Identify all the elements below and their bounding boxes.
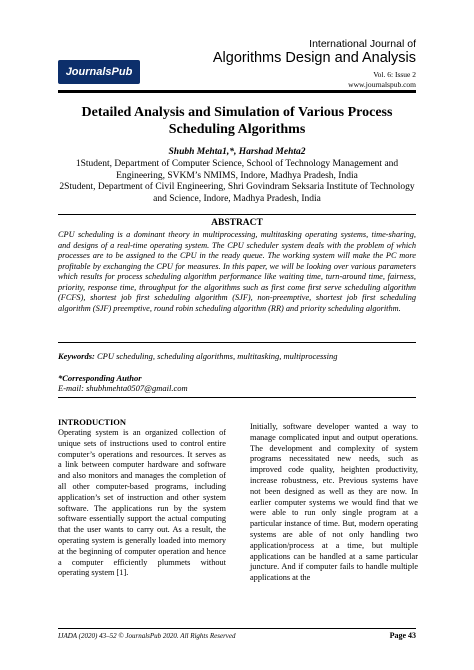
journal-logo [58, 60, 140, 84]
affiliation-2: 2Student, Department of Civil Engineering, Shri Govindram Seksaria Institute of Technology and Science, Indore, Madhya Pradesh, India [59, 182, 415, 204]
abstract-text: CPU scheduling is a dominant theory in multiprocessing, multitasking operating systems, time-sharing, and designs of a real-time operating system. The CPU scheduler system deals with the problem of which processes are to be assigned to the CPU in the ready queue. The working system will make the PC more profitable by exchanging the CPU for measures. In this paper, we will be looking over various parameters which results for process scheduling algorithm performance like waiting time, turn-around time, fairness, priority, response time, throughput for the algorithms such as first come first serve scheduling algorithm (FCFS), shortest job first scheduling algorithm (SJF), non-preemptive, shortest job first scheduling algorithm (SJF) preemptive, round robin scheduling algorithm (RR) and priority scheduling algorithm. [58, 230, 416, 313]
introduction-left-text: Operating system is an organized collection of unique sets of instructions used to control entire computer’s operations and resources. It serves as a link between computer hardware and software and also monitors and manages the completion of all other computer-based programs, including application’s set of instruction and other system software. The applications run by the system software essentially support the actual computing that the user wants to carry out. As a result, the operating system is generally loaded into memory at the beginning of computer operation and hence a computer efficiently plummets without operating system [1]. [58, 428, 226, 578]
keywords-label: Keywords: [58, 351, 95, 361]
journal-logo-text: JournalsPub [65, 66, 133, 78]
front-matter-rule [58, 397, 416, 398]
journal-name-line2: Algorithms Design and Analysis [212, 50, 416, 66]
corresponding-label: *Corresponding Author [58, 373, 142, 383]
keywords-line [58, 351, 416, 361]
introduction-right-text: Initially, software developer wanted a way to manage complicated input and output operations. The development and complexity of system programs necessitated new needs, such as improved code quality, heighten productivity, increase robustness, etc. Previous systems have not been designed as well as they are now. In earlier computer systems we would find that we were able to run only single program at a particular instance of time. But, modern operating systems are able of not only handling two application/process at a time, but multiple applications can be handled at a same particular juncture. And if computer fails to handle multiple applications at the [250, 422, 418, 583]
paper-authors: Shubh Mehta1,*, Harshad Mehta2 [168, 147, 306, 157]
abstract-bottom-rule [58, 342, 416, 343]
page-number: Page 43 [389, 631, 416, 640]
abstract-top-rule [58, 214, 416, 215]
abstract-heading: ABSTRACT [211, 218, 263, 228]
corresponding-author [58, 373, 416, 393]
introduction-heading: INTRODUCTION [58, 417, 127, 427]
journal-name-line1: International Journal of [309, 38, 416, 50]
footer-copyright: IJADA (2020) 43–52 © JournalsPub 2020. All Rights Reserved [58, 632, 236, 640]
header-rule [58, 90, 416, 93]
journal-volume: Vol. 6: Issue 2 [373, 70, 416, 79]
paper-title: Detailed Analysis and Simulation of Various Process Scheduling Algorithms [81, 105, 393, 137]
keywords-text: CPU scheduling, scheduling algorithms, multitasking, multiprocessing [96, 351, 338, 361]
left-column [58, 417, 226, 579]
journal-url[interactable]: www.journalspub.com [348, 80, 416, 89]
affiliation-1: 1Student, Department of Computer Science, School of Technology Management and Engineering, SVKM’s NMIMS, Indore, Madhya Pradesh, India [75, 159, 399, 181]
footer-rule [58, 628, 416, 629]
corresponding-email[interactable]: E-mail: shubhmehta0507@gmail.com [58, 383, 188, 393]
